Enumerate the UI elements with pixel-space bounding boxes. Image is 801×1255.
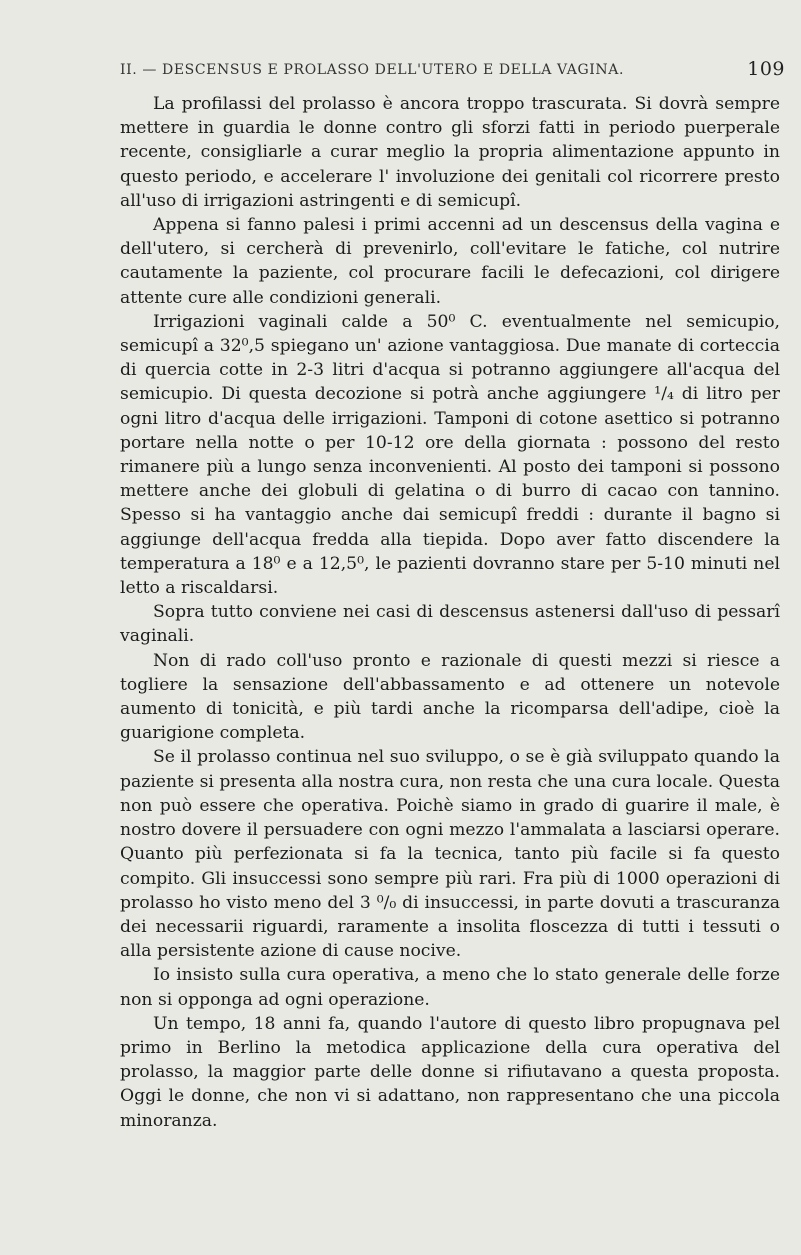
paragraph-pessari: Sopra tutto conviene nei casi di descensus astenersi dall'uso di pessarî vaginali. xyxy=(120,602,780,647)
paragraph-profilassi: La profilassi del prolasso è ancora troppo trascurata. Si dovrà sempre mettere in guardia le donne contro gli sforzi fatti in periodo puerperale recente, consigliarle a curar meglio la propria alimentazione appunto in questo periodo, e accelerare l' involuzione dei genitali col ricorrere presto all'uso di irrigazioni astringenti e di semicupî. xyxy=(120,94,780,211)
page-header xyxy=(100,58,790,92)
paragraph-irrigazioni: Irrigazioni vaginali calde a 50⁰ C. eventualmente nel semicupio, semicupî a 32⁰,5 spiegano un' azione vantaggiosa. Due manate di corteccia di quercia cotte in 2-3 litri d'acqua si potranno aggiungere all'acqua del semicupio. Di questa decozione si potrà anche aggiungere ¹/₄ di litro per ogni litro d'acqua delle irrigazioni. Tamponi di cotone asettico si potranno portare nella notte o per 10-12 ore della giornata : possono del resto rimanere più a lungo senza inconvenienti. Al posto dei tamponi si possono mettere anche dei globuli di gelatina o di burro di cacao con tannino. Spesso si ha vantaggio anche dai semicupî freddi : durante il bagno si aggiunge dell'acqua fredda alla tiepida. Dopo aver fatto discendere la temperatura a 18⁰ e a 12,5⁰, le pazienti dovranno stare per 5-10 minuti nel letto a riscaldarsi. xyxy=(120,311,780,599)
page-number: 109 xyxy=(747,58,785,80)
paragraph-guarigione: Non di rado coll'uso pronto e razionale di questi mezzi si riesce a togliere la sensazione dell'abbassamento e ad ottenere un notevole aumento di tonicità, e più tardi anche la ricomparsa dell'adipe, cioè la guarigione completa. xyxy=(120,650,780,744)
body-text xyxy=(120,92,780,1133)
paragraph-prevenzione: Appena si fanno palesi i primi accenni ad un descensus della vagina e dell'utero, si cercherà di prevenirlo, coll'evitare le fatiche, col nutrire cautamente la paziente, col procurare facili le defecazioni, col dirigere attente cure alle condizioni generali. xyxy=(120,215,780,308)
paragraph-cura-operativa: Se il prolasso continua nel suo sviluppo, o se è già sviluppato quando la paziente si presenta alla nostra cura, non resta che una cura locale. Questa non può essere che operativa. Poichè siamo in grado di guarire il male, è nostro dovere il persuadere con ogni mezzo l'ammalata a lasciarsi operare. Quanto più perfezionata si fa la tecnica, tanto più facile si fa questo compito. Gli insuccessi sono sempre più rari. Fra più di 1000 operazioni di prolasso ho visto meno del 3 ⁰/₀ di insuccessi, in parte dovuti a trascuranza dei necessarii riguardi, raramente a insolita floscezza di tutti i tessuti o alla persistente azione di cause nocive. xyxy=(120,747,780,962)
paragraph-insisto: Io insisto sulla cura operativa, a meno che lo stato generale delle forze non si opponga ad ogni operazione. xyxy=(120,965,780,1010)
running-title: II. — DESCENSUS E PROLASSO DELL'UTERO E DELLA VAGINA. xyxy=(120,62,625,78)
paragraph-storia: Un tempo, 18 anni fa, quando l'autore di questo libro propugnava pel primo in Berlino la metodica applicazione della cura operativa del prolasso, la maggior parte delle donne si rifiutavano a questa proposta. Oggi le donne, che non vi si adattano, non rappresentano che una piccola minoranza. xyxy=(120,1013,780,1131)
